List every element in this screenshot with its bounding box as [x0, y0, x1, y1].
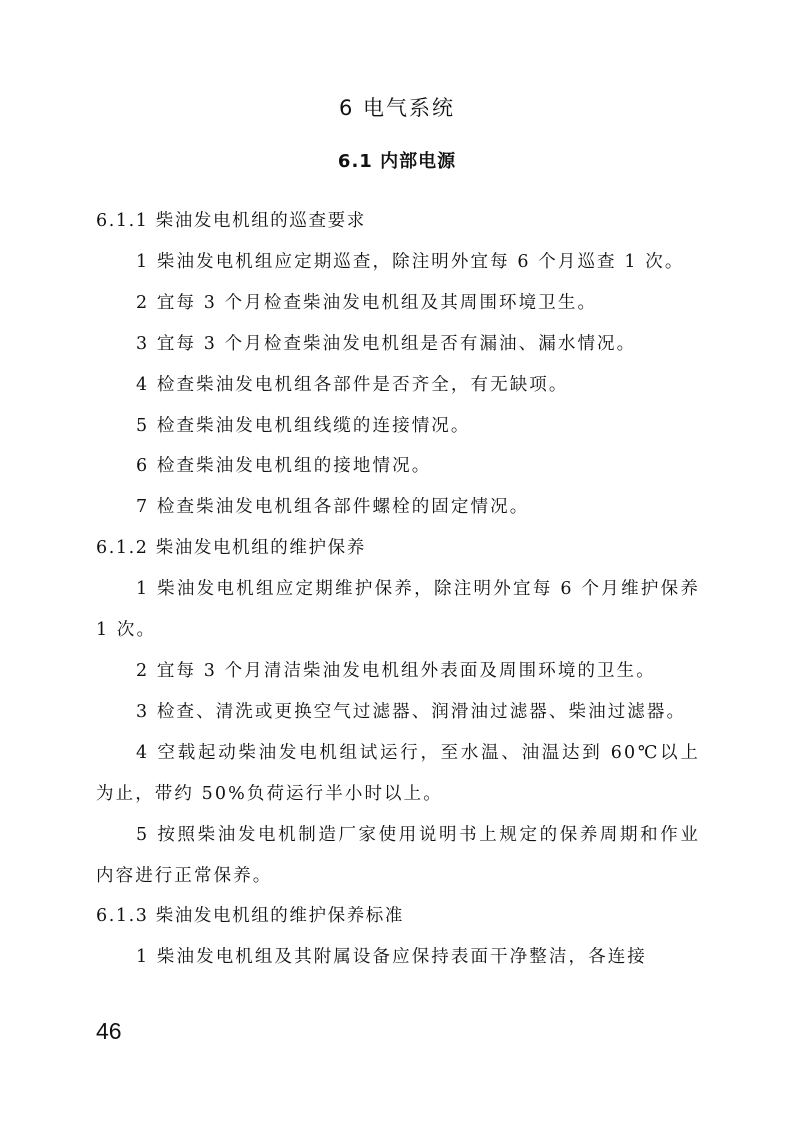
list-item: 3 检查、清洗或更换空气过滤器、润滑油过滤器、柴油过滤器。: [136, 701, 687, 722]
subsection-heading-6-1-2: 6.1.2 柴油发电机组的维护保养: [96, 538, 366, 559]
list-item: 2 宜每 3 个月检查柴油发电机组及其周围环境卫生。: [136, 292, 598, 313]
list-item: 1 柴油发电机组及其附属设备应保持表面干净整洁，各连接: [136, 947, 647, 968]
list-item: 5 按照柴油发电机制造厂家使用说明书上规定的保养周期和作业内容进行正常保养。: [96, 824, 700, 886]
list-item: 5 检查柴油发电机组线缆的连接情况。: [136, 415, 471, 436]
subsection-heading-6-1-1: 6.1.1 柴油发电机组的巡查要求: [96, 211, 366, 231]
page-number: 46: [96, 1018, 122, 1044]
list-item: 4 空载起动柴油发电机组试运行，至水温、油温达到 60℃以上为止，带约 50%负荷运行半小时以上。: [96, 742, 700, 804]
list-item: 7 检查柴油发电机组各部件螺栓的固定情况。: [136, 497, 530, 518]
subsection-heading-6-1-3: 6.1.3 柴油发电机组的维护保养标准: [96, 906, 404, 927]
list-item: 3 宜每 3 个月检查柴油发电机组是否有漏油、漏水情况。: [136, 333, 637, 354]
list-item: 4 检查柴油发电机组各部件是否齐全，有无缺项。: [136, 374, 569, 395]
list-item: 6 检查柴油发电机组的接地情况。: [136, 456, 432, 477]
list-item: 1 柴油发电机组应定期维护保养，除注明外宜每 6 个月维护保养 1 次。: [96, 579, 700, 641]
section-title: 6.1 内部电源: [337, 151, 457, 172]
body-text: [96, 201, 700, 978]
list-item: 2 宜每 3 个月清洁柴油发电机组外表面及周围环境的卫生。: [136, 660, 656, 681]
list-item: 1 柴油发电机组应定期巡查，除注明外宜每 6 个月巡查 1 次。: [136, 251, 685, 272]
chapter-title: 6 电气系统: [338, 96, 456, 120]
